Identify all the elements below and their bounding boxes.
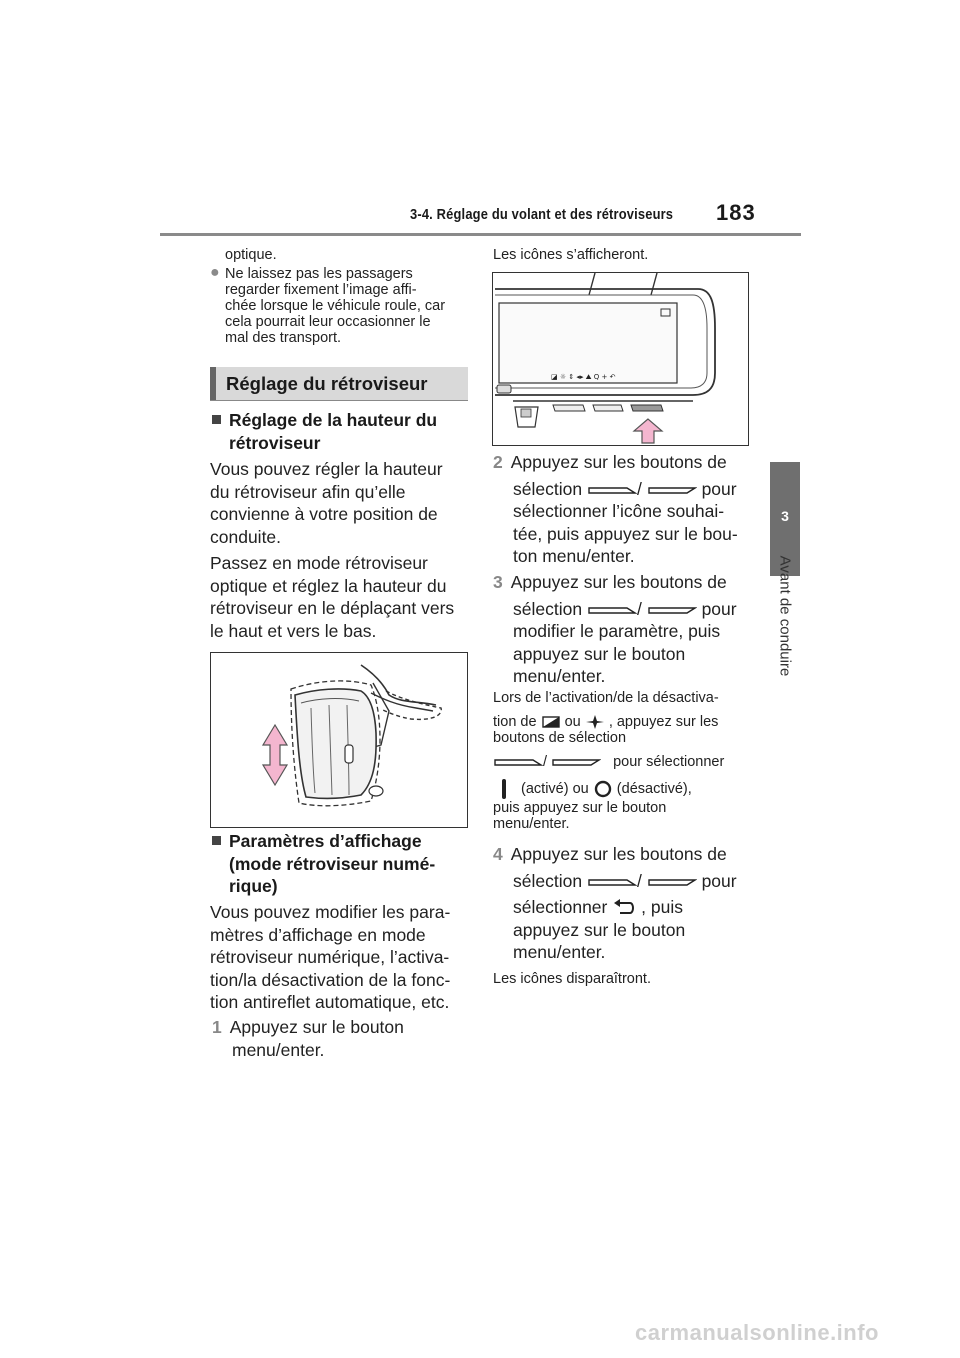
note-line: Lors de l’activation/de la désactiva- xyxy=(493,690,719,706)
text-icons-appear: Les icônes s’afficheront. xyxy=(493,247,649,263)
bullet-line: chée lorsque le véhicule roule, car xyxy=(225,298,446,314)
step-line: appuyez sur le bouton xyxy=(513,919,686,940)
mirror-height-illustration xyxy=(210,652,468,828)
select-up-button-icon xyxy=(493,756,543,768)
chapter-label: Avant de conduire xyxy=(776,555,794,677)
digital-mirror-drawing xyxy=(493,273,748,445)
paragraph-line: rétroviseur en le déplaçant vers xyxy=(210,598,455,618)
step-number: 4 xyxy=(493,844,503,864)
note-line: pour sélectionner xyxy=(613,754,725,771)
header-rule xyxy=(160,233,801,236)
step-number: 3 xyxy=(493,572,503,592)
watermark: carmanualsonline.info xyxy=(635,1320,879,1345)
step-line: modifier le paramètre, puis xyxy=(513,621,721,641)
step-2 xyxy=(493,451,738,568)
bullet-note xyxy=(225,266,445,346)
step-line: appuyez sur le bouton xyxy=(513,643,686,664)
paragraph-line: Vous pouvez régler la hauteur xyxy=(210,459,443,479)
step-number: 2 xyxy=(493,452,503,472)
note-line: puis appuyez sur le bouton xyxy=(493,800,667,817)
step-line: Appuyez sur le bouton xyxy=(229,1017,404,1037)
note-line: , appuyez sur les xyxy=(608,714,719,730)
slash: / xyxy=(543,754,548,771)
step-line: sélection xyxy=(513,478,583,499)
svg-text:◪ ☼ ⇕ ◂▸ ⛰ Q + ↶: ◪ ☼ ⇕ ◂▸ ⛰ Q + ↶ xyxy=(551,373,616,381)
section-heading xyxy=(210,367,468,400)
step-line: sélectionner l’icône souhai- xyxy=(513,501,725,521)
step-line: ton menu/enter. xyxy=(513,546,635,566)
heading-underline xyxy=(210,400,468,401)
select-down-button-icon xyxy=(647,876,697,888)
page-number: 183 xyxy=(716,200,756,225)
paragraph-line: le haut et vers le bas. xyxy=(210,620,377,641)
paragraph-optique xyxy=(210,552,454,642)
note-line: ou xyxy=(564,714,581,730)
step-line: Appuyez sur les boutons de xyxy=(510,452,727,472)
step-line: tée, puis appuyez sur le bou- xyxy=(513,523,738,544)
paragraph-line: tion/la désactivation de la fonc- xyxy=(210,969,451,990)
step-line: sélection xyxy=(513,598,583,619)
step-4 xyxy=(493,843,737,964)
subheading-line: Paramètres d’affichage xyxy=(229,831,422,851)
paragraph-line: convienne à votre position de xyxy=(210,504,438,524)
subheading-display xyxy=(212,830,435,898)
select-up-button-icon xyxy=(587,484,637,496)
step-line: sélection xyxy=(513,870,583,891)
sparkle-icon xyxy=(585,714,605,730)
note-line: (désactivé), xyxy=(616,781,692,797)
square-bullet-icon xyxy=(212,836,221,845)
section-heading-text: Réglage du rétroviseur xyxy=(226,373,428,394)
paragraph-line: Passez en mode rétroviseur xyxy=(210,553,428,573)
subheading-line: rique) xyxy=(229,876,278,896)
slash: / xyxy=(636,478,642,499)
bullet-line: cela pourrait leur occasionner le xyxy=(225,314,431,330)
note-line: boutons de sélection xyxy=(493,730,627,747)
subheading-line: Réglage de la hauteur du xyxy=(229,410,438,430)
select-down-button-icon xyxy=(647,484,697,496)
subheading-line: rétroviseur xyxy=(229,432,321,453)
mirror-height-drawing xyxy=(211,653,467,827)
slash: / xyxy=(636,598,642,619)
slash: / xyxy=(636,870,642,891)
subheading-height xyxy=(212,409,437,454)
select-down-button-icon xyxy=(647,604,697,616)
step-number: 1 xyxy=(212,1017,222,1037)
bullet-dot-icon: ● xyxy=(210,264,220,281)
step-line: pour xyxy=(701,598,737,619)
paragraph-height xyxy=(210,458,443,548)
select-up-button-icon xyxy=(587,876,637,888)
paragraph-line: tion antireflet automatique, etc. xyxy=(210,992,450,1012)
step-line: pour xyxy=(701,478,737,499)
paragraph-line: du rétroviseur afin qu’elle xyxy=(210,481,406,502)
text-icons-disappear: Les icônes disparaîtront. xyxy=(493,971,651,987)
select-down-button-icon xyxy=(551,756,601,768)
section-title: 3-4. Réglage du volant et des rétroviseurs xyxy=(410,206,674,223)
step-line: menu/enter. xyxy=(513,666,606,686)
step-line: pour xyxy=(701,870,737,891)
step-1 xyxy=(212,1016,404,1061)
paragraph-line: optique et réglez la hauteur du xyxy=(210,575,447,596)
bullet-line: Ne laissez pas les passagers xyxy=(225,266,413,282)
bullet-line: regarder fixement l’image affi- xyxy=(225,282,417,298)
activation-note xyxy=(493,690,724,832)
step-line: Appuyez sur les boutons de xyxy=(510,572,727,592)
text-optique: optique. xyxy=(225,247,277,263)
chapter-number: 3 xyxy=(781,508,789,524)
square-bullet-icon xyxy=(212,415,221,424)
paragraph-line: mètres d’affichage en mode xyxy=(210,924,426,945)
back-arrow-icon xyxy=(612,899,636,917)
select-up-button-icon xyxy=(587,604,637,616)
paragraph-line: conduite. xyxy=(210,526,282,547)
subheading-line: (mode rétroviseur numé- xyxy=(229,853,436,874)
step-3 xyxy=(493,571,737,688)
note-line: (activé) ou xyxy=(521,781,589,797)
step-line: sélectionner xyxy=(513,897,608,917)
paragraph-display xyxy=(210,901,450,1014)
bullet-line: mal des transport. xyxy=(225,330,342,346)
step-line: menu/enter. xyxy=(232,1039,325,1060)
step-line: Appuyez sur les boutons de xyxy=(510,844,727,864)
note-line: tion de xyxy=(493,714,537,730)
on-indicator-icon xyxy=(497,778,511,800)
paragraph-line: rétroviseur numérique, l’activa- xyxy=(210,947,450,967)
note-line: menu/enter. xyxy=(493,816,570,833)
digital-mirror-illustration xyxy=(492,272,749,446)
auto-dimming-icon xyxy=(541,715,561,729)
step-line: menu/enter. xyxy=(513,942,606,962)
paragraph-line: Vous pouvez modifier les para- xyxy=(210,902,451,922)
off-indicator-icon xyxy=(593,779,613,799)
step-line: , puis xyxy=(641,897,683,917)
